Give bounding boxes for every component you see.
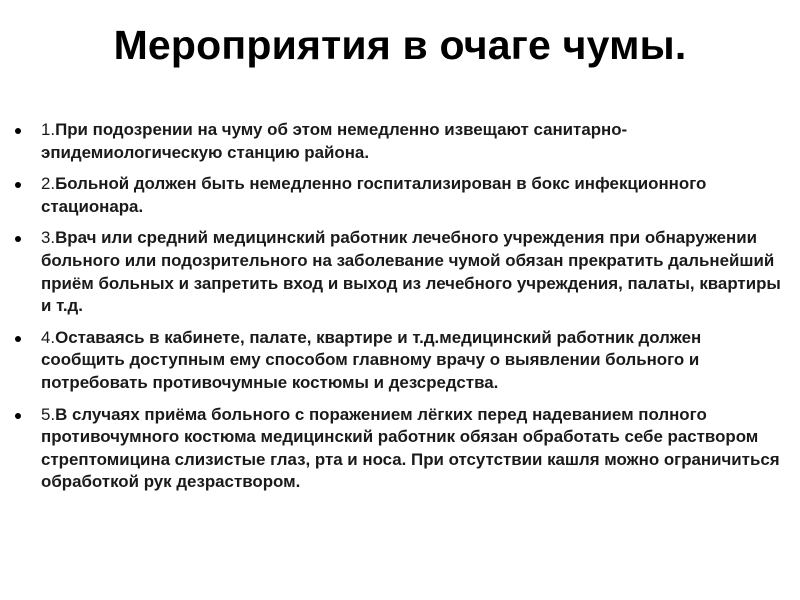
item-text: Больной должен быть немедленно госпитализирован в бокс инфекционного стационара. xyxy=(41,174,707,216)
bullet-icon xyxy=(15,182,21,188)
list-item xyxy=(14,227,788,317)
item-number: 4. xyxy=(41,327,56,347)
item-number: 3. xyxy=(41,228,56,248)
item-number: 5. xyxy=(41,404,56,424)
list-item xyxy=(14,119,788,164)
item-text: Врач или средний медицинский работник лечебного учреждения при обнаружении больного или подозрительного на заболевание чумой обязан прекратить дальнейший приём больных и запретить вход и выход из лечебного учреждения, палаты, квартиры и т.д. xyxy=(41,228,781,316)
bullet-icon xyxy=(15,128,21,134)
bullet-icon xyxy=(15,336,21,342)
list-item xyxy=(14,327,788,395)
item-number: 2. xyxy=(41,174,56,194)
item-number: 1. xyxy=(41,120,56,139)
bullet-icon xyxy=(15,236,21,242)
bullet-icon xyxy=(15,413,21,419)
slide-title: Мероприятия в очаге чумы. xyxy=(113,22,687,68)
bullet-list xyxy=(14,119,788,503)
list-item xyxy=(14,173,788,218)
item-text: При подозрении на чуму об этом немедленно извещают санитарно-эпидемиологическую станцию района. xyxy=(41,120,628,162)
item-text: Оставаясь в кабинете, палате, квартире и т.д.медицинский работник должен сообщить доступным ему способом главному врачу о выявлении больного и потребовать противочумные костюмы и дезсредства. xyxy=(41,327,702,392)
item-text: В случаях приёма больного с поражением лёгких перед надеванием полного противочумного костюма медицинский работник обязан обработать себе раствором стрептомицина слизистые глаз, рта и носа. При отсутствии кашля можно ограничиться обработкой рук дезраствором. xyxy=(41,404,780,492)
list-item xyxy=(14,404,788,494)
